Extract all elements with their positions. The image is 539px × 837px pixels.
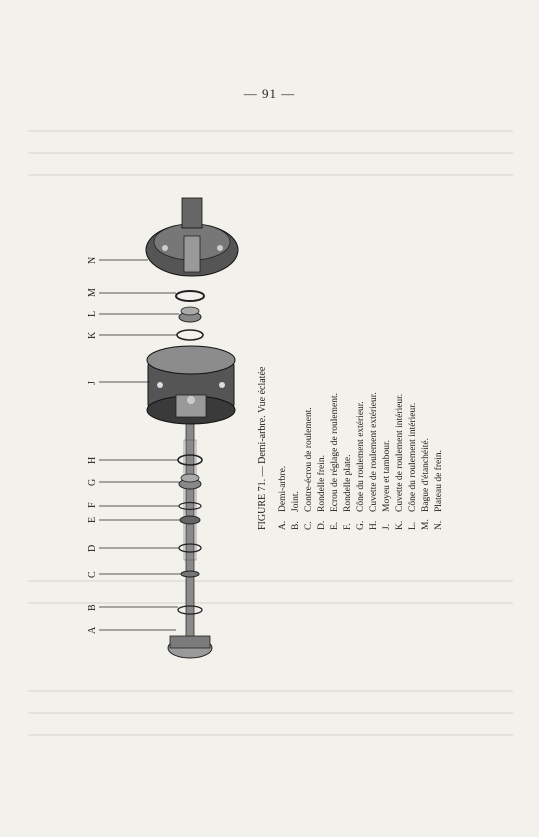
part-letter-f: F	[87, 502, 98, 508]
brake-backing-plate-part	[146, 198, 238, 276]
half-shaft-part	[168, 405, 212, 658]
part-letter-l: L	[87, 310, 98, 317]
legend-item: J.Moyeu et tambour.	[382, 439, 392, 530]
part-letter-g: G	[87, 478, 98, 486]
figure-caption: FIGURE 71. — Demi-arbre. Vue éclatée	[257, 366, 268, 530]
legend-item: A.Demi-arbre.	[278, 465, 288, 530]
legend-item: M.Bague d'étanchéité.	[421, 438, 431, 530]
legend-item: C.Contre-écrou de roulement.	[304, 407, 314, 530]
legend-item: B.Joint.	[291, 491, 301, 530]
part-letter-k: K	[87, 331, 98, 339]
part-letters	[87, 257, 98, 634]
inner-bearing-cone-part	[179, 307, 201, 322]
part-letter-h: H	[87, 456, 98, 464]
legend-item: D.Rondelle frein.	[317, 455, 327, 530]
legend-item: N.Plateau de frein.	[434, 450, 444, 530]
figure-legend	[277, 300, 446, 530]
part-letter-n: N	[87, 256, 98, 264]
legend-item: K.Cuvette de roulement intérieur.	[395, 393, 405, 530]
outer-bearing-cone-part	[179, 474, 201, 489]
part-letter-a: A	[87, 626, 98, 634]
page-number: — 91 —	[243, 86, 296, 101]
locknut-part	[181, 571, 199, 577]
legend-item: F.Rondelle plate.	[343, 454, 353, 530]
leader-lines	[99, 260, 181, 630]
figure-caption-block	[256, 300, 446, 530]
legend-item: L.Cône du roulement intérieur.	[408, 402, 418, 530]
legend-item: G.Cône du roulement extérieur.	[356, 401, 366, 530]
part-letter-m: M	[87, 288, 98, 297]
oil-seal-part	[176, 291, 204, 301]
part-letter-j: J	[87, 381, 98, 385]
part-letter-d: D	[87, 544, 98, 552]
legend-item: H.Cuvette de roulement extérieur.	[369, 392, 379, 530]
adjusting-nut-part	[180, 516, 200, 524]
inner-bearing-cup-part	[177, 330, 203, 340]
part-letter-e: E	[87, 516, 98, 523]
part-letter-b: B	[87, 604, 98, 611]
part-letter-c: C	[87, 571, 98, 578]
hub-and-drum-part	[147, 346, 235, 424]
legend-item: E.Ecrou de réglage de roulement.	[330, 393, 340, 530]
